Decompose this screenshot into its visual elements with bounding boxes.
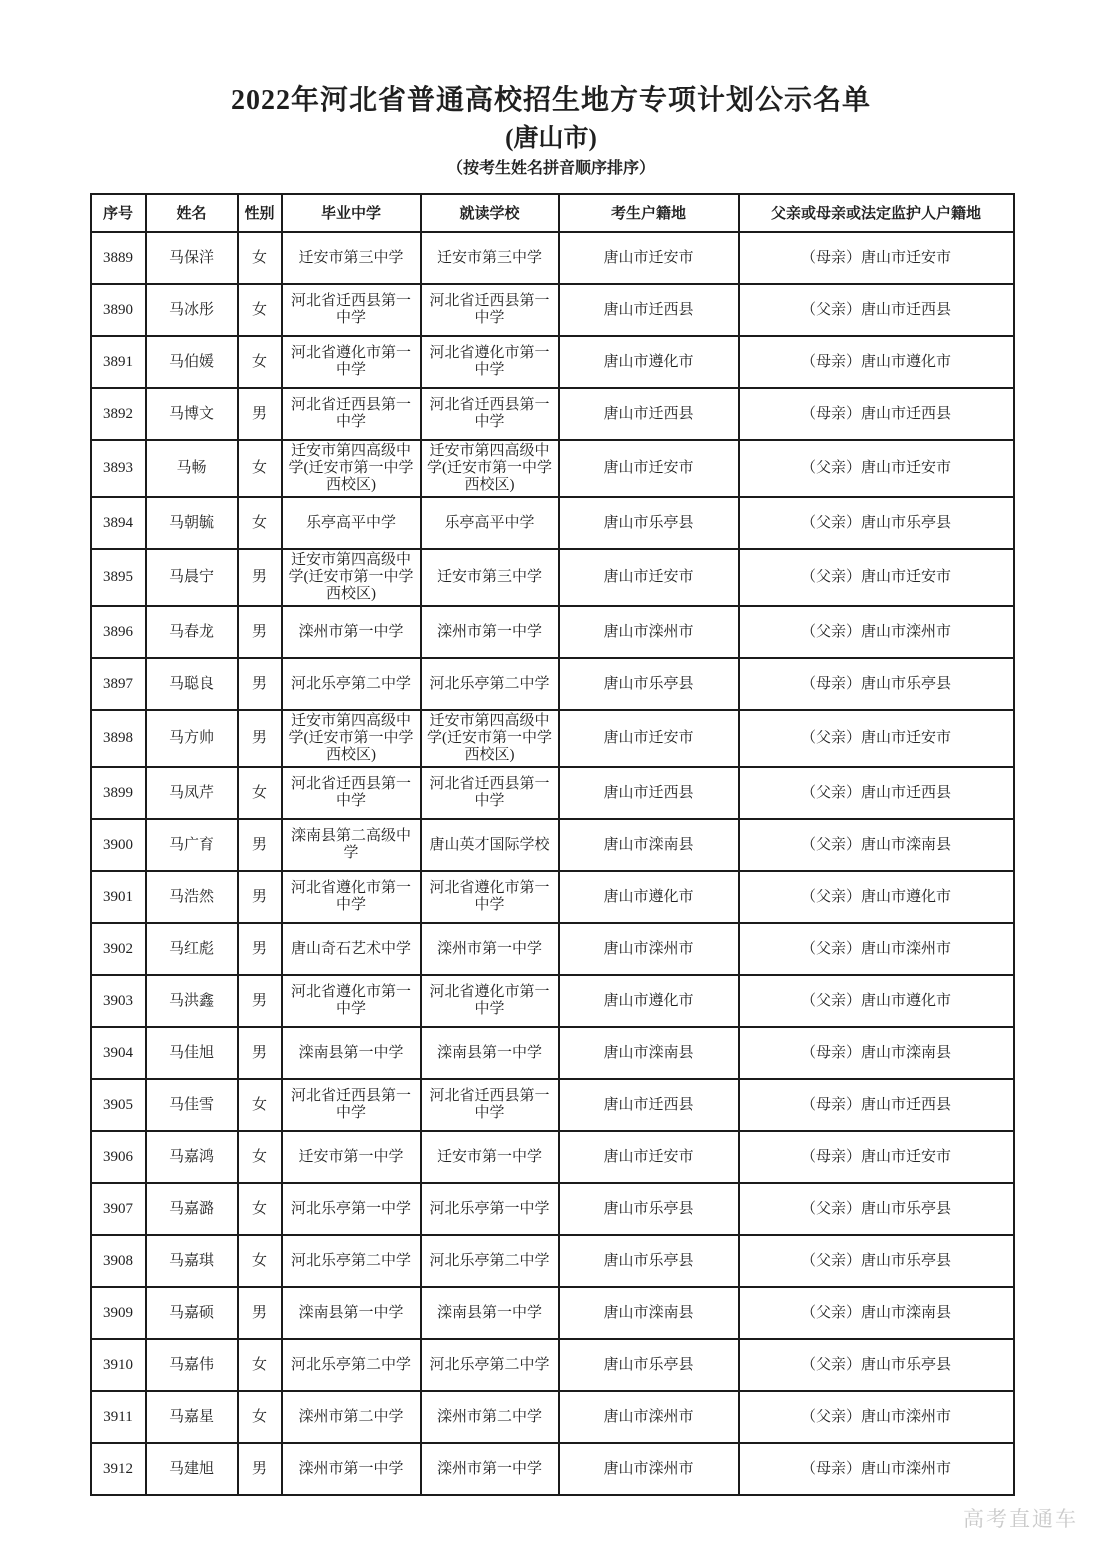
table-row [91,1027,1014,1079]
table-cell: 3890 [91,284,146,336]
watermark: 高考直通车 [963,1507,1078,1531]
table-cell: 滦州市第一中学 [421,923,559,975]
table-cell: （父亲）唐山市乐亭县 [739,1235,1014,1287]
table-cell: 男 [238,975,282,1027]
table-cell: （父亲）唐山市滦州市 [739,1391,1014,1443]
column-header-candidate-residence: 考生户籍地 [559,194,739,232]
table-cell: （父亲）唐山市乐亭县 [739,1339,1014,1391]
table-cell: 河北省遵化市第一中学 [282,336,421,388]
table-cell: 男 [238,606,282,658]
document-page [90,0,1013,1496]
table-cell: 3897 [91,658,146,710]
table-cell: 滦州市第一中学 [282,606,421,658]
table-cell: 马广育 [146,819,238,871]
table-cell: 3911 [91,1391,146,1443]
roster-table [90,193,1015,1496]
column-header-guardian-residence: 父亲或母亲或法定监护人户籍地 [739,194,1014,232]
table-cell: 3902 [91,923,146,975]
table-cell: 河北省迁西县第一中学 [282,284,421,336]
table-cell: 男 [238,871,282,923]
table-cell: 马佳雪 [146,1079,238,1131]
table-cell: 马凤芹 [146,767,238,819]
table-cell: 唐山市乐亭县 [559,1339,739,1391]
table-cell: 迁安市第三中学 [421,232,559,284]
column-header-name: 姓名 [146,194,238,232]
table-cell: 河北乐亭第二中学 [421,1339,559,1391]
table-cell: （父亲）唐山市滦南县 [739,819,1014,871]
table-cell: 马嘉琪 [146,1235,238,1287]
table-row [91,1339,1014,1391]
table-cell: 唐山市迁西县 [559,767,739,819]
table-cell: 男 [238,388,282,440]
table-cell: 马聪良 [146,658,238,710]
table-cell: 河北省遵化市第一中学 [421,871,559,923]
table-cell: 男 [238,1027,282,1079]
table-row [91,871,1014,923]
table-header-row [91,194,1014,232]
table-cell: 河北乐亭第一中学 [421,1183,559,1235]
table-cell: 乐亭高平中学 [282,497,421,549]
table-cell: 唐山市乐亭县 [559,497,739,549]
table-cell: 唐山市乐亭县 [559,1235,739,1287]
table-cell: 马佳旭 [146,1027,238,1079]
column-header-gender: 性别 [238,194,282,232]
table-cell: 女 [238,1391,282,1443]
table-row [91,497,1014,549]
table-cell: 男 [238,658,282,710]
table-cell: （父亲）唐山市滦州市 [739,606,1014,658]
table-cell: 3903 [91,975,146,1027]
table-cell: 河北乐亭第二中学 [282,1339,421,1391]
table-cell: 河北乐亭第二中学 [282,658,421,710]
table-cell: 马嘉鸿 [146,1131,238,1183]
table-cell: 迁安市第四高级中学(迁安市第一中学西校区) [282,710,421,767]
table-cell: 唐山市迁安市 [559,1131,739,1183]
table-cell: 唐山市遵化市 [559,336,739,388]
table-cell: 3906 [91,1131,146,1183]
table-cell: （母亲）唐山市迁安市 [739,232,1014,284]
table-row [91,232,1014,284]
table-row [91,767,1014,819]
table-cell: 马冰彤 [146,284,238,336]
table-cell: 3912 [91,1443,146,1495]
table-cell: 河北乐亭第二中学 [421,1235,559,1287]
table-cell: （母亲）唐山市滦州市 [739,1443,1014,1495]
table-row [91,549,1014,606]
sort-order-note: （按考生姓名拼音顺序排序） [446,158,655,177]
title-block [90,0,1013,180]
table-cell: 滦南县第一中学 [421,1287,559,1339]
table-cell: 女 [238,1339,282,1391]
table-cell: 唐山市遵化市 [559,975,739,1027]
table-cell: 男 [238,549,282,606]
table-cell: 男 [238,819,282,871]
table-cell: 3899 [91,767,146,819]
table-cell: 河北乐亭第一中学 [282,1183,421,1235]
table-cell: 3896 [91,606,146,658]
table-cell: 3910 [91,1339,146,1391]
table-cell: 迁安市第一中学 [421,1131,559,1183]
table-cell: 滦州市第一中学 [421,1443,559,1495]
table-cell: 河北省迁西县第一中学 [421,284,559,336]
table-cell: 唐山奇石艺术中学 [282,923,421,975]
table-row [91,819,1014,871]
table-cell: 女 [238,232,282,284]
table-cell: 3900 [91,819,146,871]
table-row [91,658,1014,710]
table-cell: 3909 [91,1287,146,1339]
column-header-index: 序号 [91,194,146,232]
table-cell: 3907 [91,1183,146,1235]
table-row [91,606,1014,658]
table-cell: 马畅 [146,440,238,497]
table-cell: 唐山市滦州市 [559,606,739,658]
table-cell: （母亲）唐山市迁安市 [739,1131,1014,1183]
table-cell: 唐山市滦南县 [559,1027,739,1079]
table-row [91,388,1014,440]
table-cell: 马方帅 [146,710,238,767]
table-cell: （父亲）唐山市遵化市 [739,871,1014,923]
table-cell: 女 [238,336,282,388]
page-subtitle: (唐山市) [505,125,597,152]
table-row [91,1131,1014,1183]
table-cell: 滦州市第一中学 [421,606,559,658]
table-cell: 唐山市迁西县 [559,1079,739,1131]
table-cell: 迁安市第四高级中学(迁安市第一中学西校区) [282,440,421,497]
table-row [91,923,1014,975]
table-cell: 马嘉伟 [146,1339,238,1391]
table-cell: 马伯媛 [146,336,238,388]
table-cell: 3892 [91,388,146,440]
table-cell: 唐山市迁安市 [559,440,739,497]
table-cell: 马保洋 [146,232,238,284]
table-cell: 女 [238,1235,282,1287]
table-cell: 滦州市第二中学 [421,1391,559,1443]
table-row [91,1391,1014,1443]
table-cell: 唐山市滦南县 [559,1287,739,1339]
table-cell: 马朝毓 [146,497,238,549]
table-cell: 河北省遵化市第一中学 [421,336,559,388]
table-body [91,232,1014,1495]
table-cell: （父亲）唐山市滦州市 [739,923,1014,975]
table-cell: （父亲）唐山市迁西县 [739,767,1014,819]
table-cell: 唐山市迁西县 [559,388,739,440]
table-cell: 迁安市第四高级中学(迁安市第一中学西校区) [421,710,559,767]
table-row [91,975,1014,1027]
table-cell: （母亲）唐山市迁西县 [739,1079,1014,1131]
table-cell: 唐山英才国际学校 [421,819,559,871]
table-cell: （父亲）唐山市迁安市 [739,549,1014,606]
table-cell: 马嘉星 [146,1391,238,1443]
table-cell: 3905 [91,1079,146,1131]
table-cell: 男 [238,923,282,975]
table-cell: 男 [238,1287,282,1339]
table-cell: 河北省迁西县第一中学 [421,767,559,819]
table-cell: 唐山市乐亭县 [559,658,739,710]
table-cell: 唐山市乐亭县 [559,1183,739,1235]
table-cell: 女 [238,767,282,819]
table-cell: （父亲）唐山市迁安市 [739,710,1014,767]
table-cell: 河北省迁西县第一中学 [421,388,559,440]
table-cell: （母亲）唐山市滦南县 [739,1027,1014,1079]
table-cell: 河北省迁西县第一中学 [282,767,421,819]
table-cell: 迁安市第四高级中学(迁安市第一中学西校区) [282,549,421,606]
table-cell: 唐山市滦南县 [559,819,739,871]
table-cell: 唐山市滦州市 [559,1443,739,1495]
table-cell: 迁安市第三中学 [421,549,559,606]
table-cell: 3908 [91,1235,146,1287]
table-cell: 唐山市迁安市 [559,232,739,284]
table-cell: （父亲）唐山市遵化市 [739,975,1014,1027]
table-cell: （母亲）唐山市遵化市 [739,336,1014,388]
table-row [91,1183,1014,1235]
table-cell: 马浩然 [146,871,238,923]
table-cell: 滦南县第一中学 [282,1027,421,1079]
table-cell: 迁安市第四高级中学(迁安市第一中学西校区) [421,440,559,497]
table-cell: 唐山市滦州市 [559,923,739,975]
table-cell: 河北省迁西县第一中学 [282,1079,421,1131]
table-row [91,336,1014,388]
column-header-attending-school: 就读学校 [421,194,559,232]
table-cell: 马洪鑫 [146,975,238,1027]
table-cell: 马晨宁 [146,549,238,606]
table-cell: 河北省遵化市第一中学 [282,871,421,923]
table-cell: 3889 [91,232,146,284]
table-cell: （父亲）唐山市迁安市 [739,440,1014,497]
table-cell: （父亲）唐山市乐亭县 [739,1183,1014,1235]
table-cell: 3893 [91,440,146,497]
table-cell: 3895 [91,549,146,606]
table-cell: 男 [238,1443,282,1495]
table-cell: （母亲）唐山市迁西县 [739,388,1014,440]
table-cell: 马春龙 [146,606,238,658]
table-cell: 女 [238,440,282,497]
table-cell: 滦南县第二高级中学 [282,819,421,871]
table-cell: 滦南县第一中学 [421,1027,559,1079]
table-cell: 迁安市第一中学 [282,1131,421,1183]
table-cell: 3898 [91,710,146,767]
table-cell: 3901 [91,871,146,923]
table-cell: 滦南县第一中学 [282,1287,421,1339]
table-cell: 河北省遵化市第一中学 [282,975,421,1027]
table-cell: 唐山市迁西县 [559,284,739,336]
table-cell: 唐山市遵化市 [559,871,739,923]
table-cell: 男 [238,710,282,767]
table-cell: 唐山市迁安市 [559,549,739,606]
table-row [91,1287,1014,1339]
table-cell: （母亲）唐山市乐亭县 [739,658,1014,710]
table-row [91,284,1014,336]
table-row [91,1235,1014,1287]
table-cell: 女 [238,497,282,549]
table-cell: 女 [238,1183,282,1235]
table-cell: 3891 [91,336,146,388]
table-cell: 河北省遵化市第一中学 [421,975,559,1027]
table-row [91,440,1014,497]
table-row [91,1443,1014,1495]
table-cell: 滦州市第二中学 [282,1391,421,1443]
column-header-graduation-school: 毕业中学 [282,194,421,232]
table-cell: 河北省迁西县第一中学 [421,1079,559,1131]
page-title: 2022年河北省普通高校招生地方专项计划公示名单 [230,85,871,116]
table-cell: 马嘉潞 [146,1183,238,1235]
table-cell: 女 [238,1079,282,1131]
table-cell: 马红彪 [146,923,238,975]
table-cell: 马建旭 [146,1443,238,1495]
table-cell: 唐山市滦州市 [559,1391,739,1443]
table-cell: 女 [238,284,282,336]
table-cell: 河北乐亭第二中学 [282,1235,421,1287]
table-cell: （父亲）唐山市滦南县 [739,1287,1014,1339]
table-cell: 河北省迁西县第一中学 [282,388,421,440]
table-cell: 乐亭高平中学 [421,497,559,549]
table-cell: 女 [238,1131,282,1183]
table-cell: 3904 [91,1027,146,1079]
table-cell: 河北乐亭第二中学 [421,658,559,710]
table-cell: 滦州市第一中学 [282,1443,421,1495]
table-row [91,1079,1014,1131]
table-cell: （父亲）唐山市迁西县 [739,284,1014,336]
table-cell: 唐山市迁安市 [559,710,739,767]
table-cell: 3894 [91,497,146,549]
table-cell: 马博文 [146,388,238,440]
table-cell: （父亲）唐山市乐亭县 [739,497,1014,549]
table-cell: 迁安市第三中学 [282,232,421,284]
table-cell: 马嘉硕 [146,1287,238,1339]
table-row [91,710,1014,767]
